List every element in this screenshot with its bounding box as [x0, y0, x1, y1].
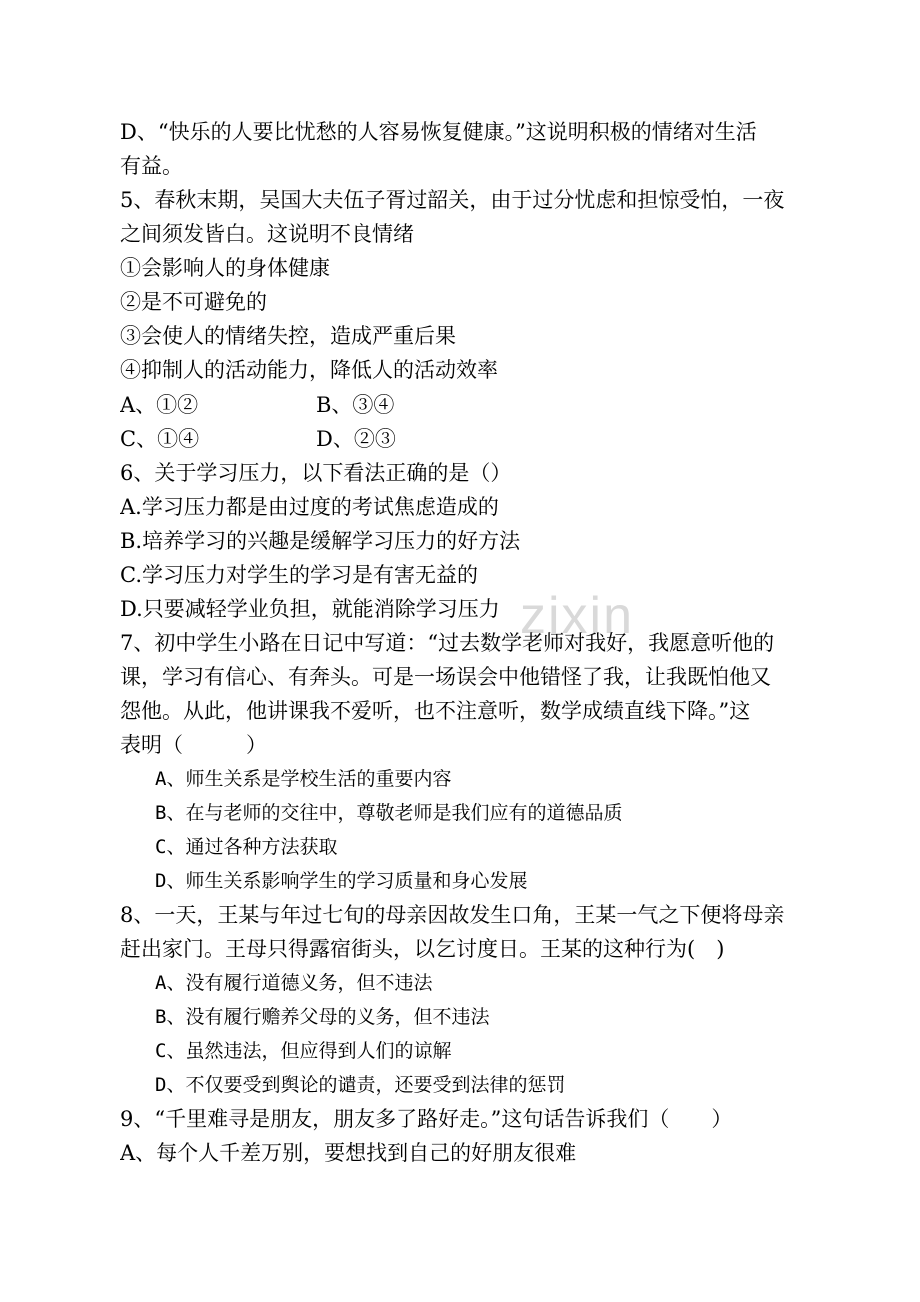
q5-stem-line2: 之间须发皆白。这说明不良情绪 [120, 222, 414, 246]
q5-statement-2: ②是不可避免的 [120, 290, 267, 314]
q6-option-a: A.学习压力都是由过度的考试焦虑造成的 [120, 495, 499, 519]
q5-stem-line1: 5、春秋末期，吴国大夫伍子胥过韶关，由于过分忧虑和担惊受怕，一夜 [120, 188, 785, 212]
q8-option-a: A、没有履行道德义务，但不违法 [155, 972, 433, 994]
watermark: zixin [520, 587, 635, 645]
q6-option-c: C.学习压力对学生的学习是有害无益的 [120, 563, 478, 587]
q6-stem: 6、关于学习压力，以下看法正确的是（） [120, 461, 512, 485]
q7-stem-line2: 课，学习有信心、有奔头。可是一场误会中他错怪了我，让我既怕他又 [120, 665, 771, 689]
q5-statement-4: ④抑制人的活动能力，降低人的活动效率 [120, 358, 498, 382]
q9-stem: 9、“千里难寻是朋友，朋友多了路好走。”这句话告诉我们（ ） [120, 1107, 733, 1131]
q5-options-ab [120, 388, 810, 422]
q7-stem-line1: 7、初中学生小路在日记中写道：“过去数学老师对我好，我愿意听他的 [120, 631, 775, 655]
q7-option-d: D、师生关系影响学生的学习质量和身心发展 [155, 870, 528, 892]
q8-stem-line2: 赶出家门。王母只得露宿街头，以乞讨度日。王某的这种行为( ) [120, 937, 725, 961]
q7-stem-line3: 怨他。从此，他讲课我不爱听，也不注意听，数学成绩直线下降。”这 [120, 699, 751, 723]
q5-options-cd [120, 422, 810, 456]
q7-option-c: C、通过各种方法获取 [155, 836, 338, 858]
q9-option-a: A、每个人千差万别，要想找到自己的好朋友很难 [120, 1141, 577, 1165]
q4-option-d-line1: D、“快乐的人要比忧愁的人容易恢复健康。”这说明积极的情绪对生活 [120, 120, 757, 144]
q8-option-b: B、没有履行赡养父母的义务，但不违法 [155, 1006, 490, 1028]
q5-option-a: A、①② [120, 393, 199, 417]
q4-option-d-line2: 有益。 [120, 154, 183, 178]
q5-statement-1: ①会影响人的身体健康 [120, 256, 330, 280]
q8-stem-line1: 8、一天，王某与年过七旬的母亲因故发生口角，王某一气之下便将母亲 [120, 903, 785, 927]
q7-option-a: A、师生关系是学校生活的重要内容 [155, 768, 452, 790]
q7-option-b: B、在与老师的交往中，尊敬老师是我们应有的道德品质 [155, 802, 623, 824]
q5-statement-3: ③会使人的情绪失控，造成严重后果 [120, 324, 456, 348]
q8-option-d: D、不仅要受到舆论的谴责，还要受到法律的惩罚 [155, 1074, 566, 1096]
q5-option-d: D、②③ [316, 427, 396, 451]
q6-option-b: B.培养学习的兴趣是缓解学习压力的好方法 [120, 529, 521, 553]
q6-option-d: D.只要减轻学业负担，就能消除学习压力 [120, 597, 500, 621]
q8-option-c: C、虽然违法，但应得到人们的谅解 [155, 1040, 452, 1062]
q5-option-b: B、③④ [316, 393, 395, 417]
q7-stem-line4: 表明（ ） [120, 733, 267, 757]
q5-option-c: C、①④ [120, 427, 200, 451]
